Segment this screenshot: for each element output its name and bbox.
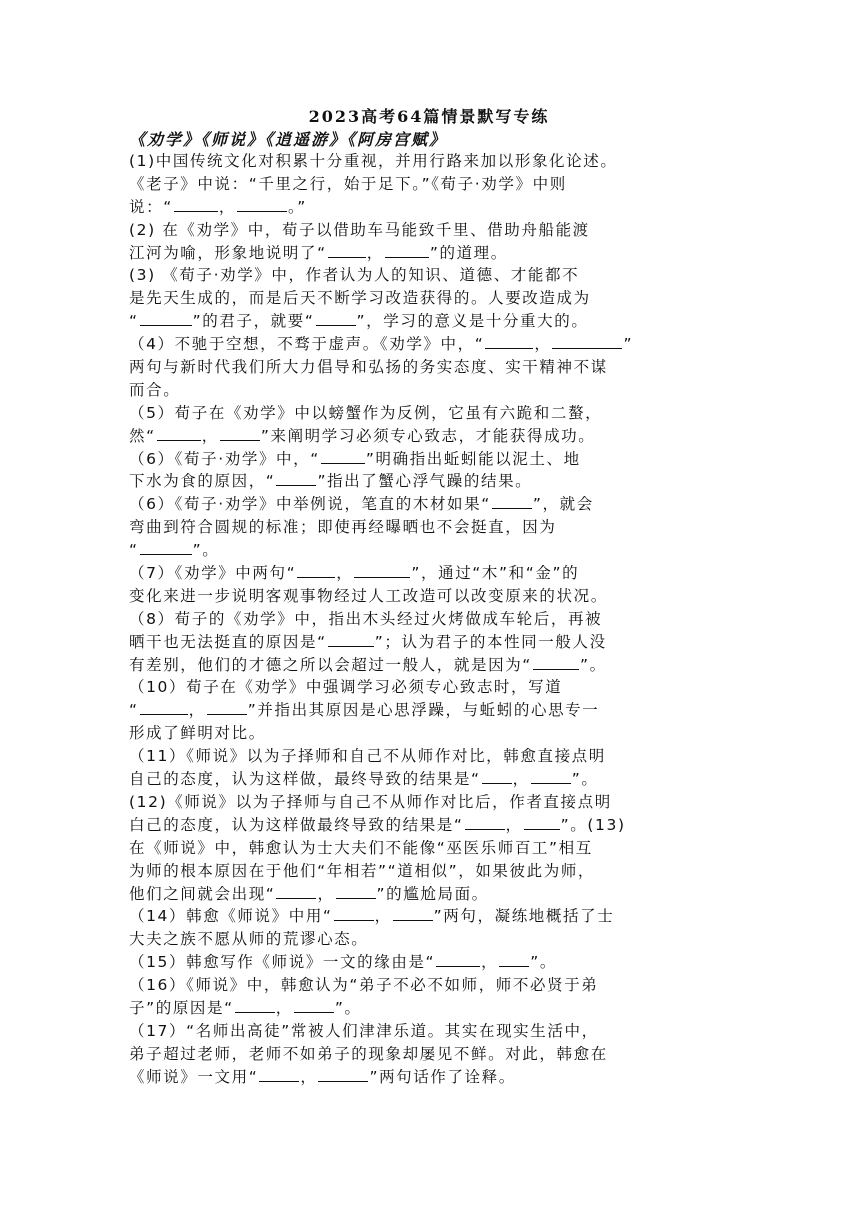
question-line <box>129 1043 729 1066</box>
question-text: 大夫之族不愿从师的荒谬心态。 <box>129 930 369 949</box>
question-text: （10）荀子在《劝学》中强调学习必须专心致志时，写道 <box>129 678 563 697</box>
answer-blank[interactable] <box>334 906 374 921</box>
question-text: ， <box>512 770 530 789</box>
question-text: 白己的态度，认为这样做最终导致的结果是“ <box>129 815 464 834</box>
question-line <box>129 562 729 585</box>
question-text: (2) 在《劝学》中，荀子以借助车马能致千里、借助舟船能渡 <box>129 220 590 239</box>
question-line <box>129 516 729 539</box>
question-text: (12)《师说》以为子择师与自己不从师作对比后，作者直接点明 <box>129 792 612 811</box>
question-line <box>129 883 729 906</box>
question-text: 《师说》一文用“ <box>129 1067 259 1086</box>
question-text: （11）《师说》以为子择师和自己不从师作对比，韩愈直接点明 <box>129 747 606 766</box>
question-text: ”，通过“木”和“金”的 <box>411 564 580 583</box>
question-line <box>129 837 729 860</box>
question-text: ”两句话作了诠释。 <box>369 1067 516 1086</box>
question-text: ”指出了蟹心浮气躁的结果。 <box>317 472 533 491</box>
question-text: ， <box>505 815 523 834</box>
question-text: “ <box>129 541 139 560</box>
question-line <box>129 860 729 883</box>
question-text: 下水为食的原因，“ <box>129 472 276 491</box>
question-line <box>129 196 729 219</box>
answer-blank[interactable] <box>220 426 260 441</box>
question-text: ”的君子，就要“ <box>192 312 315 331</box>
answer-blank[interactable] <box>354 563 410 578</box>
answer-blank[interactable] <box>276 884 316 899</box>
question-line <box>129 310 729 333</box>
question-text: （7）《劝学》中两句“ <box>129 564 297 583</box>
question-text: （15）韩愈写作《师说》一文的缘由是“ <box>129 953 436 972</box>
answer-blank[interactable] <box>276 471 316 486</box>
question-line <box>129 402 729 425</box>
question-line <box>129 699 729 722</box>
question-text: 两句与新时代我们所大力倡导和弘扬的务实态度、实干精神不谋 <box>129 358 608 377</box>
question-text: 《老子》中说：“千里之行，始于足下。”《荀子·劝学》中则 <box>129 174 567 193</box>
question-line <box>129 585 729 608</box>
question-line <box>129 242 729 265</box>
question-line <box>129 676 729 699</box>
answer-blank[interactable] <box>482 769 512 784</box>
question-text: ， <box>366 243 384 262</box>
question-line <box>129 173 729 196</box>
question-text: ”的道理。 <box>429 243 508 262</box>
question-text: (3) 《荀子·劝学》中，作者认为人的知识、道德、才能都不 <box>129 266 580 285</box>
question-text: 子”的原因是“ <box>129 998 234 1017</box>
answer-blank[interactable] <box>492 494 532 509</box>
question-text: ”明确指出蚯蚓能以泥土、地 <box>365 449 581 468</box>
answer-blank[interactable] <box>318 1067 368 1082</box>
answer-blank[interactable] <box>393 906 433 921</box>
question-text: 形成了鲜明对比。 <box>129 724 266 743</box>
question-line <box>129 791 729 814</box>
question-line <box>129 448 729 471</box>
answer-blank[interactable] <box>533 655 579 670</box>
question-text: 弯曲到符合圆规的标准；即使再经曝晒也不会挺直，因为 <box>129 518 557 537</box>
question-line <box>129 905 729 928</box>
question-text: 是先天生成的，而是后天不断学习改造获得的。人要改造成为 <box>129 289 591 308</box>
answer-blank[interactable] <box>140 700 188 715</box>
answer-blank[interactable] <box>485 334 533 349</box>
answer-blank[interactable] <box>552 334 622 349</box>
question-text: ， <box>188 701 206 720</box>
answer-blank[interactable] <box>336 884 376 899</box>
question-text: ”；认为君子的本性同一般人没 <box>374 632 607 651</box>
question-text: （14）韩愈《师说》中用“ <box>129 907 333 926</box>
question-text: ， <box>300 1067 318 1086</box>
answer-blank[interactable] <box>207 700 247 715</box>
question-text: ， <box>374 907 392 926</box>
question-text: 说：“ <box>129 197 173 216</box>
page-title: 2023高考64篇情景默写专练 <box>308 107 550 126</box>
answer-blank[interactable] <box>259 1067 299 1082</box>
question-line <box>129 1066 729 1089</box>
question-text: ”并指出其原因是心思浮躁，与蚯蚓的心思专一 <box>247 701 600 720</box>
question-text: ， <box>481 953 499 972</box>
question-text: 他们之间就会出现“ <box>129 884 276 903</box>
question-text: 在《师说》中，韩愈认为士大夫们不能像“巫医乐师百工”相互 <box>129 838 593 857</box>
question-line <box>129 745 729 768</box>
answer-blank[interactable] <box>531 769 571 784</box>
question-text: ”两句，凝练地概括了士 <box>433 907 615 926</box>
question-text: ”。 <box>571 770 599 789</box>
question-line <box>129 356 729 379</box>
question-text: ”。(13) <box>560 815 626 834</box>
question-text: ”。 <box>192 541 220 560</box>
question-text: ， <box>336 564 354 583</box>
question-text: （16）《师说》中，韩愈认为“弟子不必不如师，师不必贤于弟 <box>129 976 599 995</box>
answer-blank[interactable] <box>321 449 365 464</box>
question-text: ”来阐明学习必须专心致志，才能获得成功。 <box>260 426 596 445</box>
question-text: ”，就会 <box>532 495 594 514</box>
answer-blank[interactable] <box>524 815 560 830</box>
answer-blank[interactable] <box>436 952 480 967</box>
question-text: 变化来进一步说明客观事物经过人工改造可以改变原来的状况。 <box>129 586 608 605</box>
answer-blank[interactable] <box>465 815 505 830</box>
question-line <box>129 722 729 745</box>
question-line <box>129 928 729 951</box>
question-text: ， <box>201 426 219 445</box>
question-line <box>129 814 729 837</box>
question-line <box>129 608 729 631</box>
question-line <box>129 150 729 173</box>
question-text: 晒干也无法挺直的原因是“ <box>129 632 327 651</box>
question-text: （8）荀子的《劝学》中，指出木头经过火烤做成车轮后，再被 <box>129 609 603 628</box>
question-line <box>129 333 729 356</box>
question-text: （6）《荀子·劝学》中举例说，笔直的木材如果“ <box>129 495 491 514</box>
question-text: ， <box>218 197 236 216</box>
answer-blank[interactable] <box>140 540 192 555</box>
answer-blank[interactable] <box>499 952 529 967</box>
question-line <box>129 1020 729 1043</box>
answer-blank[interactable] <box>385 243 429 258</box>
question-text: (1)中国传统文化对积累十分重视，并用行路来加以形象化论述。 <box>129 152 618 170</box>
question-text: （6）《荀子·劝学》中，“ <box>129 449 320 468</box>
question-text: 有差别，他们的才德之所以会超过一般人，就是因为“ <box>129 655 532 674</box>
question-line <box>129 493 729 516</box>
answer-blank[interactable] <box>237 197 287 212</box>
question-line <box>129 654 729 677</box>
answer-blank[interactable] <box>174 197 218 212</box>
question-text: ”的尴尬局面。 <box>376 884 489 903</box>
question-text: ”。 <box>530 953 557 972</box>
question-text: （17）“名师出高徒”常被人们津津乐道。其实在现实生活中， <box>129 1021 599 1040</box>
question-text: 然“ <box>129 426 156 445</box>
question-line <box>129 539 729 562</box>
question-text: ”，学习的意义是十分重大的。 <box>356 312 589 331</box>
question-line <box>129 287 729 310</box>
answer-blank[interactable] <box>140 311 192 326</box>
question-text: 而合。 <box>129 380 181 399</box>
question-text: “ <box>129 312 139 331</box>
answer-blank[interactable] <box>328 243 366 258</box>
section-subtitle: 《劝学》《师说》《逍遥游》《阿房宫赋》 <box>129 130 448 149</box>
answer-blank[interactable] <box>328 632 374 647</box>
question-line <box>129 768 729 791</box>
question-text: ”。 <box>579 655 607 674</box>
answer-blank[interactable] <box>316 311 356 326</box>
question-text: 为师的根本原因在于他们“年相若”“道相似”，如果彼此为师， <box>129 861 596 880</box>
question-text: ， <box>317 884 335 903</box>
question-text: ” <box>623 335 634 354</box>
question-text: 弟子超过老师，老师不如弟子的现象却屡见不鲜。对此，韩愈在 <box>129 1044 608 1063</box>
question-line <box>129 264 729 287</box>
question-line <box>129 219 729 242</box>
question-text: “ <box>129 701 139 720</box>
question-text: ”。 <box>334 998 362 1017</box>
answer-blank[interactable] <box>157 426 201 441</box>
worksheet-page <box>129 104 729 1089</box>
question-text: 自己的态度，认为这样做，最终导致的结果是“ <box>129 770 481 789</box>
question-text: 江河为喻，形象地说明了“ <box>129 243 327 262</box>
question-line <box>129 379 729 402</box>
question-text: ， <box>275 998 293 1017</box>
question-line <box>129 470 729 493</box>
question-text: ， <box>534 335 552 354</box>
question-text: 。” <box>287 197 307 216</box>
question-line <box>129 974 729 997</box>
question-line <box>129 425 729 448</box>
question-body <box>129 150 729 1089</box>
question-line <box>129 631 729 654</box>
question-line <box>129 997 729 1020</box>
question-text: （4）不驰于空想，不骛于虚声。《劝学》中，“ <box>129 335 485 354</box>
answer-blank[interactable] <box>294 998 334 1013</box>
question-text: （5）荀子在《劝学》中以螃蟹作为反例，它虽有六跪和二螯， <box>129 403 603 422</box>
answer-blank[interactable] <box>235 998 275 1013</box>
answer-blank[interactable] <box>297 563 335 578</box>
question-line <box>129 951 729 974</box>
